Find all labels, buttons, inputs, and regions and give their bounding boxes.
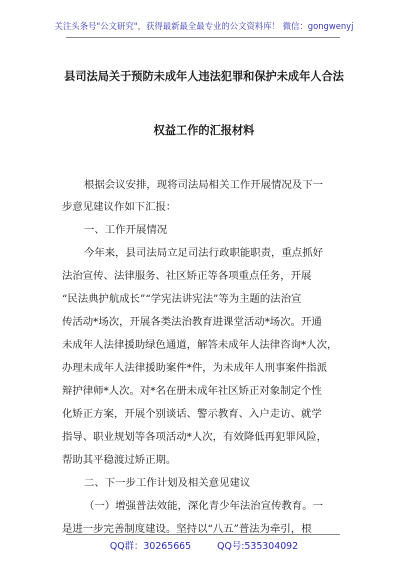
footer-divider <box>66 534 340 535</box>
paragraph-line: （一）增强普法效能，深化青少年法治宣传教育。一 <box>84 500 323 512</box>
footer-qq-number: QQ号:535304092 <box>217 541 299 552</box>
document-title-line-2: 权益工作的汇报材料 <box>153 124 255 137</box>
section-heading: 二、下一步工作计划及相关意见建议 <box>84 477 251 489</box>
paragraph-line: 化矫正方案，开展个别谈话、警示教育、入户走访、就学 <box>62 408 322 420</box>
footer-qq-group: QQ群：30265665 <box>109 541 192 552</box>
paragraph-line: 未成年人法律援助绿色通道，解答未成年人法律咨询*人次， <box>62 339 338 351</box>
paragraph-line: 根据会议安排，现将司法局相关工作开展情况及下一 <box>84 179 323 191</box>
paragraph-line: “民法典护航成长”“学宪法讲宪法”等为主题的法治宣 <box>62 293 302 305</box>
section-heading: 一、工作开展情况 <box>84 224 168 236</box>
header-divider <box>66 37 340 38</box>
paragraph-line: 辩护律师*人次。对*名在册未成年社区矫正对象制定个性 <box>62 385 322 397</box>
paragraph-line: 指导、职业规划等各项活动*人次，有效降低再犯罪风险， <box>62 431 327 443</box>
document-title-line-1: 县司法局关于预防未成年人违法犯罪和保护未成年人合法 <box>64 70 344 83</box>
paragraph-line: 传活动*场次，开展各类法治教育进课堂活动*场次。开通 <box>62 316 322 328</box>
paragraph-line: 办理未成年人法律援助案件*件，为未成年人刑事案件指派 <box>62 362 327 374</box>
paragraph-line: 今年来，县司法局立足司法行政职能职责，重点抓好 <box>84 247 323 259</box>
paragraph-line: 是进一步完善制度建设。坚持以“八五”普法为牵引，根 <box>62 523 312 535</box>
paragraph-line: 步意见建议作如下汇报： <box>62 201 177 213</box>
paragraph-line: 帮助其平稳渡过矫正期。 <box>62 454 177 466</box>
header-banner: 关注头条号"公文研究"，获得最新最全最专业的公文资料库！ 微信：gongwenyj <box>54 21 354 31</box>
footer <box>0 538 408 552</box>
paragraph-line: 法治宣传、法律服务、社区矫正等各项重点任务，开展 <box>62 270 312 282</box>
